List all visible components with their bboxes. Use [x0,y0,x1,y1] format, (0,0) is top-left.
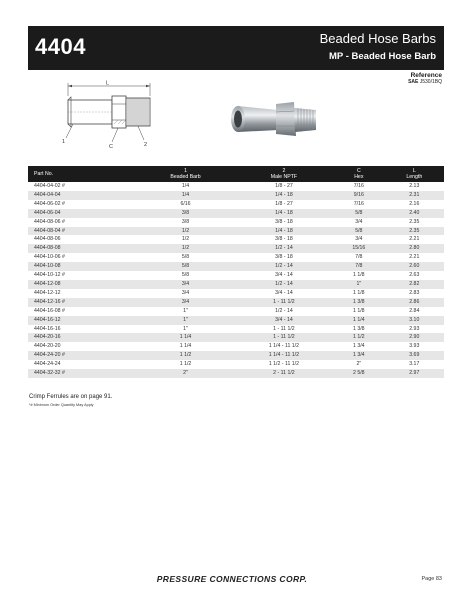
dimension-label-2: 2 [144,142,148,148]
cell-length: 2.86 [385,298,444,307]
cell-part-no: 4404-12-12 [34,289,61,296]
table-row [28,307,444,316]
reference-standard-code: J530/1BQ [419,79,442,85]
table-row [28,280,444,289]
cell-hex: 5/8 [333,209,385,218]
table-row [28,316,444,325]
table-row [28,325,444,334]
column-header-length: L Length [385,166,444,182]
cell-male-nptf: 2 - 11 1/2 [235,369,333,378]
table-row [28,351,444,360]
dimension-label-1: 1 [62,139,66,145]
table-row [28,227,444,236]
cell-beaded-barb: 1/2 [136,244,235,253]
cell-hex: 15/16 [333,244,385,253]
cell-beaded-barb: 1/4 [181,183,190,189]
cell-beaded-barb: 1/2 [181,236,190,243]
dimension-label-L: L [106,80,110,87]
table-header-row [28,166,444,182]
cell-hex: 3/4 [355,218,363,225]
cell-hex: 7/8 [333,262,385,271]
table-row [28,244,444,253]
dimension-label-C: C [109,144,113,150]
page-subtitle: MP - Beaded Hose Barb [329,51,436,62]
cell-length: 2.21 [409,236,420,243]
table-row [28,218,444,227]
cell-beaded-barb: 2" [136,369,235,378]
table-row [28,342,444,351]
cell-beaded-barb: 6/16 [180,200,191,207]
cell-male-nptf: 1 - 11 1/2 [235,298,333,307]
reference-standard-prefix: SAE [408,79,419,85]
cell-hex: 5/8 [333,227,385,236]
cell-part-no: 4404-24-24 [34,361,61,368]
table-row [28,333,444,342]
cell-part-no: 4404-12-08 [28,280,136,289]
cell-hex: 1 3/8 [333,298,385,307]
cell-part-no: 4404-24-20 # [28,351,136,360]
table-row [28,298,444,307]
cell-hex: 1 1/2 [333,333,385,342]
cell-length: 2.83 [409,289,420,296]
cell-male-nptf: 1 1/4 - 11 1/2 [268,343,300,350]
cell-length: 2.84 [409,307,420,314]
cell-beaded-barb: 5/8 [181,254,190,261]
cell-part-no: 4404-20-16 [28,333,136,342]
table-row [28,235,444,244]
cell-part-no: 4404-04-04 [28,191,136,200]
cell-male-nptf: 1/4 - 18 [235,227,333,236]
cell-length: 3.69 [385,351,444,360]
cell-beaded-barb: 1" [183,325,188,332]
cell-male-nptf: 1 1/2 - 11 1/2 [268,361,300,368]
page-title: Beaded Hose Barbs [319,31,436,46]
cell-length: 2.40 [385,209,444,218]
cell-part-no: 4404-16-08 # [34,307,65,314]
cell-length: 2.31 [385,191,444,200]
cell-hex: 7/8 [355,254,363,261]
cell-beaded-barb: 1" [183,307,188,314]
page-number: Page 83 [421,576,442,582]
table-row [28,271,444,280]
cell-length: 3.17 [409,361,420,368]
cell-part-no: 4404-10-06 # [34,254,65,261]
cell-part-no: 4404-20-20 [34,343,61,350]
cell-beaded-barb: 5/8 [136,262,235,271]
technical-drawing [58,80,168,152]
cell-part-no: 4404-04-02 # [34,183,65,189]
cell-hex: 1 1/8 [353,307,365,314]
company-logo: PRESSURE CONNECTIONS CORP. [156,574,308,584]
part-code: 4404 [35,34,86,59]
specifications-table [28,166,444,378]
cell-male-nptf: 3/4 - 14 [275,272,293,279]
product-photo [220,90,330,146]
cell-male-nptf: 1/2 - 14 [235,244,333,253]
cell-beaded-barb: 3/8 [181,218,190,225]
cell-beaded-barb: 1/2 [136,227,235,236]
cell-male-nptf: 3/8 - 18 [275,236,293,243]
cell-part-no: 4404-10-08 [28,262,136,271]
cell-part-no: 4404-06-02 # [34,200,65,207]
cell-part-no: 4404-32-32 # [28,369,136,378]
table-row [28,369,444,378]
cell-male-nptf: 1 - 11 1/2 [273,325,295,332]
cell-hex: 1" [333,280,385,289]
cell-hex: 1 3/4 [333,351,385,360]
cell-hex: 9/16 [333,191,385,200]
cell-male-nptf: 1 1/4 - 11 1/2 [235,351,333,360]
page-header [28,26,444,70]
crimp-ferrule-note: Crimp Ferrules are on page 91. [29,394,113,400]
cell-part-no: 4404-08-06 # [34,218,65,225]
cell-length: 2.21 [409,254,420,261]
reference-label: Reference [410,72,442,79]
cell-male-nptf: 3/8 - 18 [275,218,293,225]
table-row [28,200,444,209]
table-row [28,209,444,218]
cell-beaded-barb: 1 1/2 [179,361,192,368]
cell-part-no: 4404-06-04 [28,209,136,218]
cell-beaded-barb: 3/4 [136,280,235,289]
table-row [28,262,444,271]
cell-length: 3.93 [409,343,420,350]
cell-part-no: 4404-08-06 [34,236,61,243]
cell-part-no: 4404-12-16 # [28,298,136,307]
cell-length: 2.60 [385,262,444,271]
cell-part-no: 4404-08-08 [28,244,136,253]
cell-hex: 2 5/8 [333,369,385,378]
cell-hex: 2" [356,361,362,368]
cell-beaded-barb: 1" [136,316,235,325]
cell-male-nptf: 1/4 - 18 [235,191,333,200]
cell-hex: 1 3/4 [353,343,365,350]
cell-male-nptf: 3/4 - 14 [235,316,333,325]
cell-part-no: 4404-16-12 [28,316,136,325]
cell-length: 3.10 [385,316,444,325]
cell-beaded-barb: 1 1/4 [179,343,192,350]
cell-length: 2.35 [385,227,444,236]
cell-male-nptf: 1/8 - 27 [275,200,293,207]
cell-beaded-barb: 3/4 [181,289,190,296]
cell-part-no: 4404-08-04 # [28,227,136,236]
cell-male-nptf: 1 - 11 1/2 [235,333,333,342]
cell-length: 2.80 [385,244,444,253]
table-row [28,253,444,262]
cell-male-nptf: 1/4 - 18 [235,209,333,218]
table-row [28,191,444,200]
column-header-hex: C Hex [333,166,385,182]
table-row [28,289,444,298]
cell-length: 2.63 [409,272,420,279]
cell-length: 2.90 [385,333,444,342]
cell-length: 2.16 [409,200,420,207]
cell-beaded-barb: 5/8 [181,272,190,279]
table-row [28,360,444,369]
cell-part-no: 4404-16-16 [34,325,61,332]
cell-hex: 3/4 [355,236,363,243]
cell-hex: 1 1/8 [353,272,365,279]
cell-beaded-barb: 1/4 [136,191,235,200]
cell-hex: 1 1/8 [353,289,365,296]
cell-beaded-barb: 1 1/2 [136,351,235,360]
cell-hex: 7/16 [353,200,364,207]
cell-male-nptf: 3/8 - 18 [275,254,293,261]
column-header-male-nptf: 2 Male NPTF [235,166,333,182]
cell-length: 2.35 [409,218,420,225]
cell-male-nptf: 1/2 - 14 [275,307,293,314]
cell-length: 2.13 [409,183,420,189]
column-header-part-no: Part No. [28,166,136,182]
cell-hex: 1 1/4 [333,316,385,325]
cell-length: 2.82 [385,280,444,289]
min-order-note: *# Minimum Order Quantity May Apply [29,403,94,407]
cell-hex: 1 3/8 [353,325,365,332]
column-header-beaded-barb: 1 Beaded Barb [136,166,235,182]
cell-male-nptf: 3/4 - 14 [275,289,293,296]
cell-male-nptf: 1/2 - 14 [235,280,333,289]
cell-part-no: 4404-10-12 # [34,272,65,279]
table-body [28,182,444,378]
table-row [28,182,444,191]
reference-standard [408,79,442,86]
cell-beaded-barb: 3/4 [136,298,235,307]
cell-length: 2.93 [409,325,420,332]
cell-length: 2.97 [385,369,444,378]
cell-beaded-barb: 3/8 [136,209,235,218]
cell-hex: 7/16 [353,183,364,189]
cell-male-nptf: 1/8 - 27 [275,183,293,189]
cell-beaded-barb: 1 1/4 [136,333,235,342]
reference-block [408,72,442,86]
cell-male-nptf: 1/2 - 14 [235,262,333,271]
